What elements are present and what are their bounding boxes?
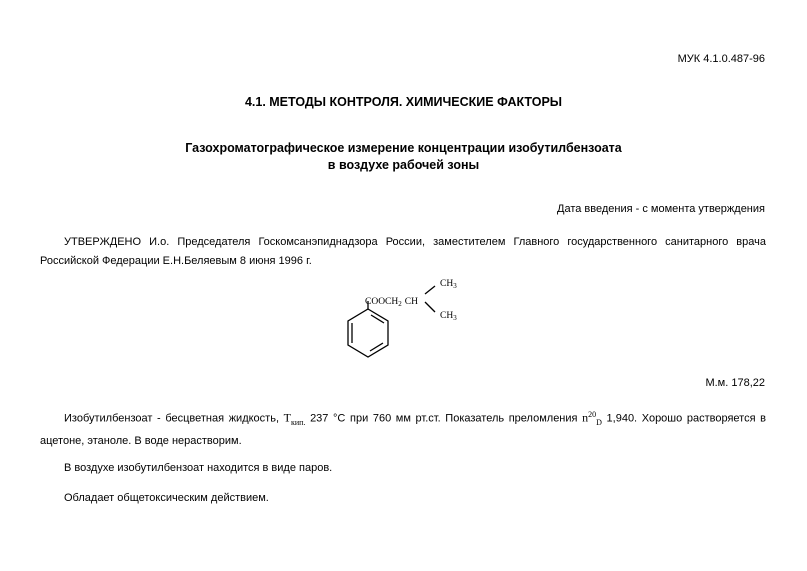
svg-text:CH3 bbox=[440, 311, 457, 322]
formula-ester-sub: 2 bbox=[398, 300, 402, 308]
vapor-paragraph: В воздухе изобутилбензоат находится в виде паров. bbox=[64, 462, 333, 474]
document-title bbox=[0, 140, 807, 174]
boiling-point-sub: кип. bbox=[290, 417, 306, 427]
svg-text:COOCH2CH bbox=[365, 297, 418, 308]
approval-paragraph: УТВЕРЖДЕНО И.о. Председателя Госкомсанэпиднадзора России, заместителем Главного государственного санитарного врача Российской Федерации Е.Н.Беляевым 8 июня 1996 г. bbox=[40, 236, 766, 267]
title-line-1: Газохроматографическое измерение концентрации изобутилбензоата bbox=[185, 141, 622, 155]
section-title: 4.1. МЕТОДЫ КОНТРОЛЯ. ХИМИЧЕСКИЕ ФАКТОРЫ bbox=[244, 95, 563, 109]
formula-methyl-top-sub: 3 bbox=[453, 282, 457, 290]
formula-ester-group: COOCH bbox=[365, 297, 399, 307]
formula-methyl-top: CH bbox=[440, 279, 454, 289]
props-text-1: Изобутилбензоат - бесцветная жидкость, bbox=[64, 412, 280, 425]
introduction-date: Дата введения - с момента утверждения bbox=[557, 203, 765, 215]
toxicity-paragraph: Обладает общетоксическим действием. bbox=[64, 492, 269, 504]
boiling-point-symbol: T bbox=[283, 410, 291, 425]
molar-mass: М.м. 178,22 bbox=[705, 377, 765, 389]
formula-methyl-bottom: CH bbox=[440, 311, 454, 321]
props-text-3: 1,940. Хорошо растворяется в ацетоне, этаноле. В воде нерастворим. bbox=[40, 412, 767, 447]
formula-branch-group: CH bbox=[404, 297, 418, 307]
document-code: МУК 4.1.0.487-96 bbox=[677, 53, 765, 65]
refraction-sup: 20 bbox=[588, 410, 597, 419]
svg-text:CH3 bbox=[440, 279, 457, 290]
formula-methyl-bottom-sub: 3 bbox=[453, 314, 457, 322]
properties-paragraph bbox=[40, 405, 766, 451]
props-text-2: 237 °C при 760 мм рт.ст. Показатель преломления bbox=[310, 412, 578, 425]
structural-formula bbox=[335, 272, 475, 382]
refraction-symbol: n bbox=[582, 410, 589, 425]
refraction-sub: D bbox=[596, 417, 602, 427]
title-line-2: в воздухе рабочей зоны bbox=[327, 158, 480, 172]
